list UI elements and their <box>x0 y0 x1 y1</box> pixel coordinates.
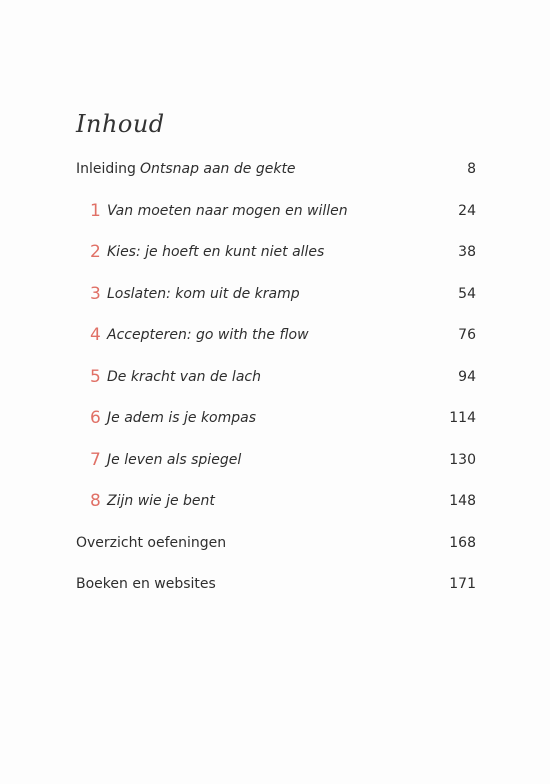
toc-entry-chapter-5[interactable] <box>76 365 476 389</box>
chapter-title: Van moeten naar mogen en willen <box>107 203 348 219</box>
toc-title: Inhoud <box>76 110 165 138</box>
entry-page-number: 168 <box>449 535 476 551</box>
chapter-page-number: 38 <box>458 244 476 260</box>
chapter-number: 6 <box>90 408 101 428</box>
chapter-title: De kracht van de lach <box>107 369 261 385</box>
chapter-title: Zijn wie je bent <box>107 493 215 509</box>
chapter-number: 3 <box>90 284 101 304</box>
chapter-page-number: 54 <box>458 286 476 302</box>
entry-page-number: 171 <box>449 576 476 592</box>
toc-entry-books-websites[interactable] <box>76 572 476 596</box>
toc-entry-chapter-4[interactable] <box>76 323 476 347</box>
chapter-title: Accepteren: go with the flow <box>107 327 309 343</box>
chapter-title: Je adem is je kompas <box>107 410 257 426</box>
chapter-title: Je leven als spiegel <box>107 452 242 468</box>
toc-entry-chapter-6[interactable] <box>76 406 476 430</box>
chapter-number: 1 <box>90 201 101 221</box>
intro-label: Inleiding <box>76 161 136 177</box>
intro-label-group <box>76 157 296 181</box>
chapter-number: 2 <box>90 242 101 262</box>
toc-entry-exercises-overview[interactable] <box>76 531 476 555</box>
chapter-title: Loslaten: kom uit de kramp <box>107 286 300 302</box>
entry-label: Overzicht oefeningen <box>76 535 227 551</box>
intro-subtitle: Ontsnap aan de gekte <box>139 161 296 177</box>
toc-entry-chapter-3[interactable] <box>76 282 476 306</box>
chapter-number: 7 <box>90 450 101 470</box>
chapter-page-number: 148 <box>449 493 476 509</box>
chapter-number: 4 <box>90 325 101 345</box>
chapter-page-number: 114 <box>449 410 476 426</box>
toc-entry-chapter-2[interactable] <box>76 240 476 264</box>
chapter-number: 8 <box>90 491 101 511</box>
entry-label: Boeken en websites <box>76 576 216 592</box>
chapter-page-number: 24 <box>458 203 476 219</box>
toc-entry-intro[interactable] <box>76 157 476 181</box>
intro-page-number: 8 <box>467 161 476 177</box>
toc-entry-chapter-7[interactable] <box>76 448 476 472</box>
toc-entry-chapter-1[interactable] <box>76 199 476 223</box>
chapter-number: 5 <box>90 367 101 387</box>
chapter-page-number: 94 <box>458 369 476 385</box>
chapter-page-number: 130 <box>449 452 476 468</box>
chapter-title: Kies: je hoeft en kunt niet alles <box>107 244 325 260</box>
chapter-page-number: 76 <box>458 327 476 343</box>
toc-entry-chapter-8[interactable] <box>76 489 476 513</box>
